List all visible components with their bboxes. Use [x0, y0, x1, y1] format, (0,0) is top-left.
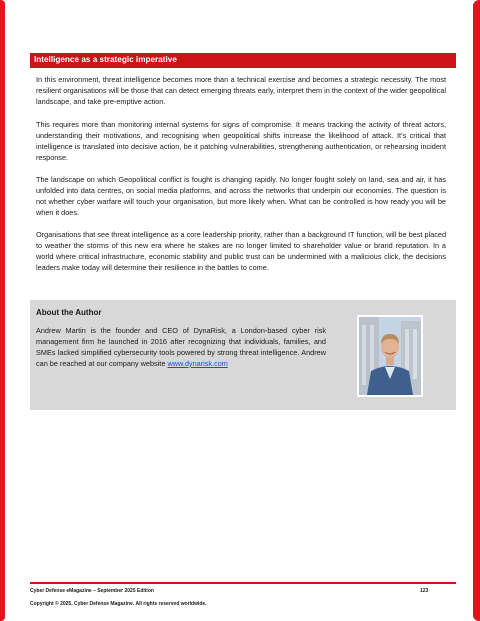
paragraph-3: The landscape on which Geopolitical conflict is fought is changing rapidly. No longer fought solely on land, sea and air, it has unfolded into data centres, on social media platforms, and across the networks that underpin our economies. The question is not whether cyber warfare will touch your organisation, but more likely when. What can be controlled is how ready you will be when it does.	[36, 175, 446, 217]
left-edge-decoration	[0, 0, 5, 621]
right-edge-decoration	[473, 0, 480, 621]
footer-divider	[30, 582, 456, 584]
footer-page-number: 123	[420, 588, 429, 594]
section-title: Intelligence as a strategic imperative	[34, 55, 177, 64]
author-portrait-illustration	[359, 317, 421, 395]
author-bio-text: Andrew Martin is the founder and CEO of DynaRisk, a London-based cyber risk management firm he launched in 2016 after recognizing that individuals, families, and SMEs lacked simplified cybersecurity tools powered by strong threat intelligence. Andrew can be reached at our company website	[36, 326, 326, 368]
paragraph-4: Organisations that see threat intelligence as a core leadership priority, rather than a background IT function, will be best placed to weather the storms of this new era where he stakes are no longer limited to shareholder value or brand reputation. In a world where critical infrastructure, economic stability and public trust can be undermined with a malicious click, the decisions leaders make today will determine their resilience in the battles to come.	[36, 230, 446, 272]
paragraph-2: This requires more than monitoring internal systems for signs of compromise. It means tracking the activity of threat actors, understanding their motivations, and recognising when geopolitical shifts increase the likelihood of attack. It’s critical that intelligence is translated into decisive action, be it patching vulnerabilities, strengthening authentication, or rehearsing incident response.	[36, 120, 446, 162]
author-heading: About the Author	[36, 308, 102, 317]
footer-magazine-edition: Cyber Defense eMagazine – September 2025 Edition	[30, 588, 154, 594]
paragraph-1: In this environment, threat intelligence becomes more than a technical exercise and becomes a strategic necessity. The most resilient organisations will be those that can detect emerging threats early, interpret them in the context of the wider geopolitical landscape, and take pre-emptive action.	[36, 75, 446, 106]
company-website-link[interactable]: www.dynarisk.com	[167, 359, 228, 368]
footer-copyright: Copyright © 2025, Cyber Defense Magazine. All rights reserved worldwide.	[30, 601, 207, 607]
author-photo	[357, 315, 423, 397]
section-header-bar	[30, 53, 456, 68]
about-author-box	[30, 300, 456, 410]
author-bio	[36, 325, 326, 369]
